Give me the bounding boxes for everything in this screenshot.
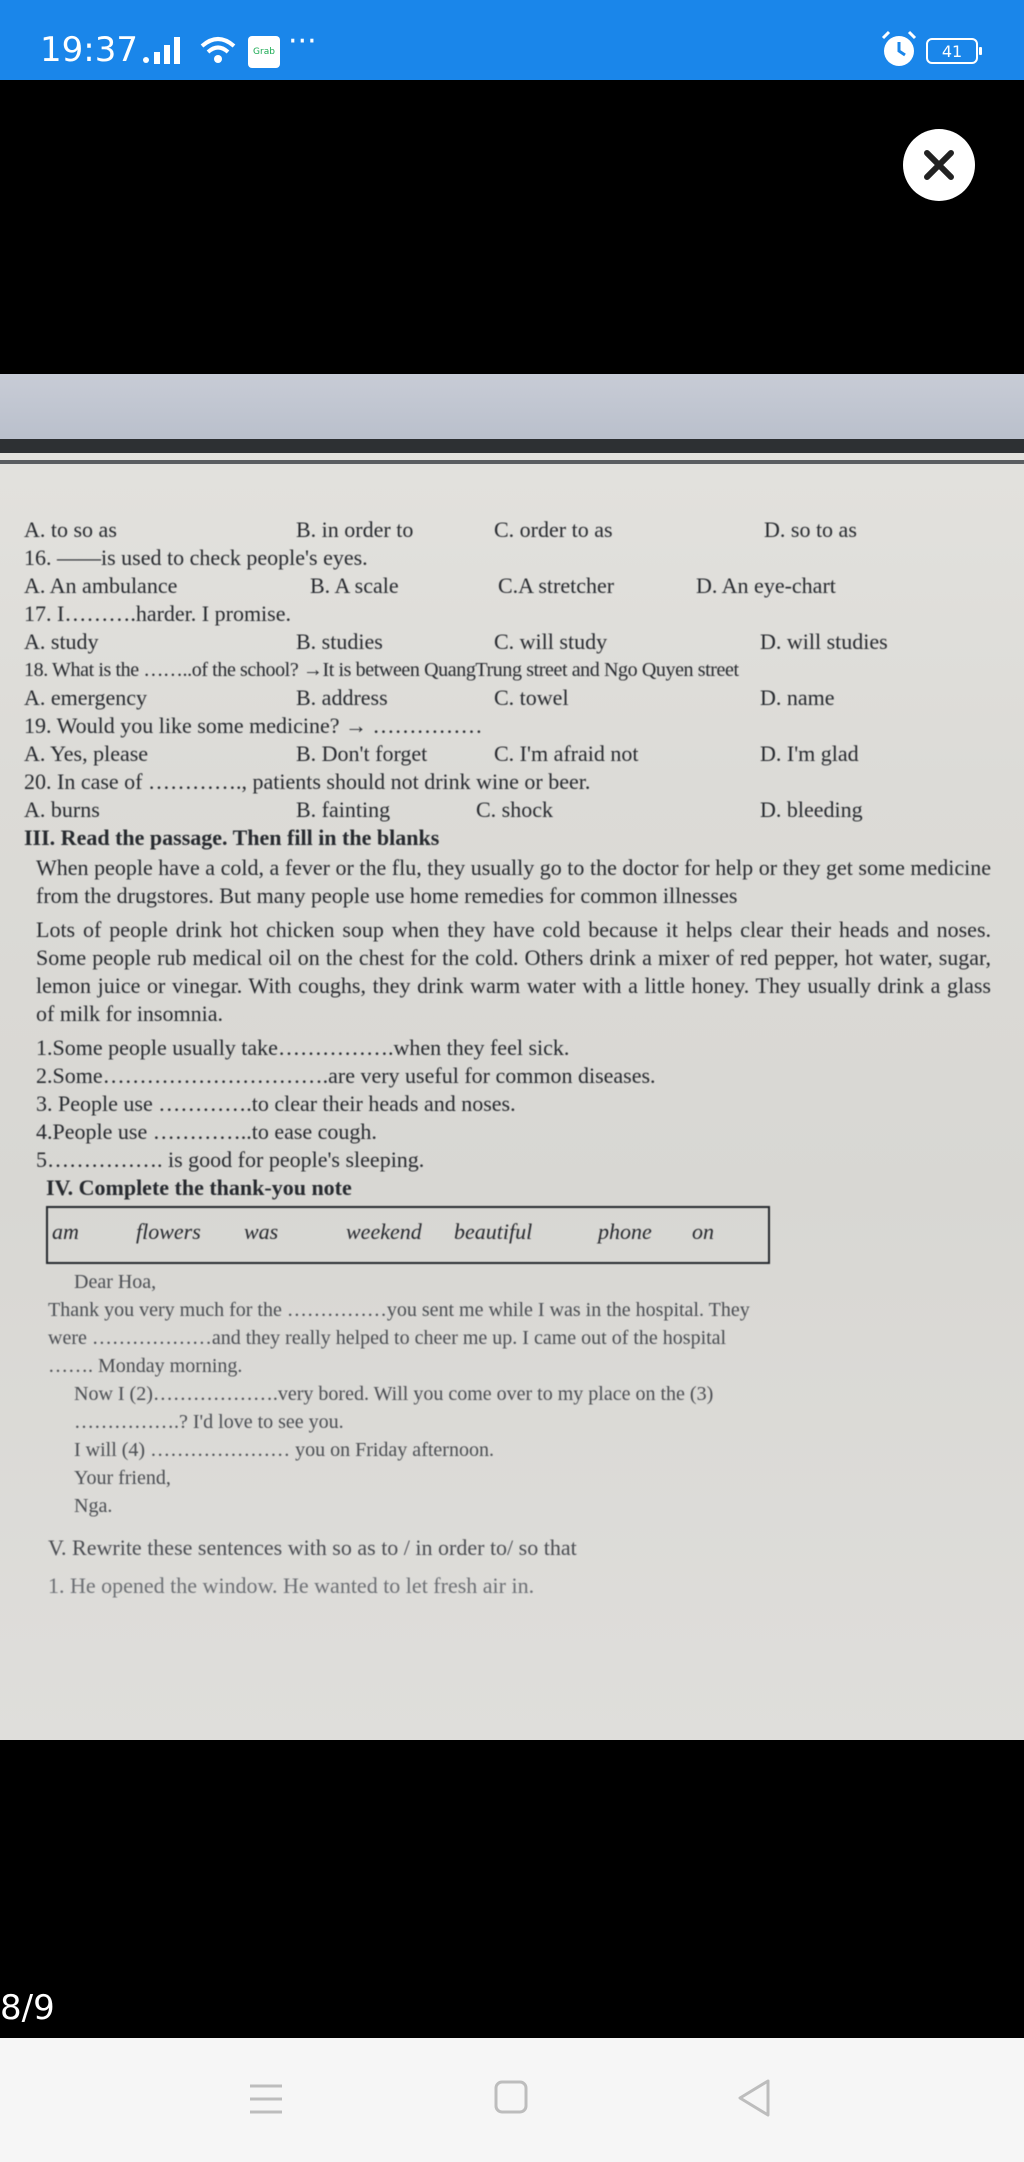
option-d: D. will studies (760, 629, 888, 654)
word: phone (598, 1219, 652, 1244)
option-d: D. bleeding (760, 797, 863, 822)
note-line (24, 1492, 1014, 1520)
status-bar (0, 0, 1024, 80)
worksheet-photo[interactable] (0, 374, 1024, 1740)
question-text: 16. ——is used to check people's eyes. (24, 545, 368, 570)
question-20 (24, 768, 1014, 796)
word: on (692, 1219, 714, 1244)
note-text: Your friend, (74, 1467, 171, 1489)
section-5-title (24, 1534, 1014, 1562)
option-c: C. shock (476, 797, 553, 822)
close-button[interactable] (903, 129, 975, 201)
section-title-text: IV. Complete the thank-you note (46, 1175, 352, 1200)
note-line (24, 1436, 1014, 1464)
blank-text: 4.People use …………..to ease cough. (36, 1119, 377, 1144)
question-19-options (24, 740, 1014, 768)
option-d: D. name (760, 685, 835, 710)
home-icon[interactable] (494, 2080, 528, 2114)
option-a: A. to so as (24, 517, 117, 542)
grab-app-icon: Grab (248, 36, 280, 68)
option-b: B. studies (296, 629, 383, 654)
menu-icon[interactable] (248, 2082, 284, 2116)
word: flowers (136, 1219, 201, 1244)
question-16-options (24, 572, 1014, 600)
blank-3 (24, 1090, 1014, 1118)
option-b: B. in order to (296, 517, 414, 542)
section-4-title (24, 1174, 1014, 1202)
word: am (52, 1219, 79, 1244)
option-b: B. A scale (310, 573, 399, 598)
option-d: D. I'm glad (760, 741, 859, 766)
note-line (24, 1408, 1014, 1436)
question-18 (24, 656, 1014, 684)
worksheet-text (24, 516, 1014, 1600)
close-icon (922, 148, 956, 182)
passage-paragraph-1: When people have a cold, a fever or the flu, they usually go to the doctor for help or they get some medicine from the drugstores. But many people use home remedies for common illnesses (36, 855, 991, 908)
note-text: I will (4) ………………… you on Friday afternoon. (74, 1439, 494, 1461)
rewrite-text: 1. He opened the window. He wanted to let fresh air in. (48, 1573, 535, 1598)
note-text: ……. Monday morning. (48, 1355, 243, 1377)
blank-4 (24, 1118, 1014, 1146)
note-line (24, 1352, 1014, 1380)
word: weekend (346, 1219, 422, 1244)
photo-dark-band (0, 439, 1024, 453)
option-a: A. Yes, please (24, 741, 149, 766)
blank-text: 1.Some people usually take…………….when they feel sick. (36, 1035, 570, 1060)
photo-screen-edge (0, 374, 1024, 442)
option-a: A. burns (24, 797, 100, 822)
alarm-icon (880, 30, 918, 68)
note-line (24, 1268, 1014, 1296)
note-line (24, 1380, 1014, 1408)
question-text: 20. In case of …………., patients should not drink wine or beer. (24, 769, 591, 794)
question-text: 17. I……….harder. I promise. (24, 601, 291, 626)
blank-2 (24, 1062, 1014, 1090)
blank-text: 5……………. is good for people's sleeping. (36, 1147, 425, 1172)
note-line (24, 1324, 1014, 1352)
photo-dark-band-thin (0, 460, 1024, 464)
option-b: B. address (296, 685, 388, 710)
battery-icon: 41 (926, 38, 978, 64)
back-icon[interactable] (736, 2078, 772, 2118)
option-d: D. so to as (764, 517, 857, 542)
option-b: B. Don't forget (296, 741, 428, 766)
blank-5 (24, 1146, 1014, 1174)
blank-text: 3. People use ………….to clear their heads and noses. (36, 1091, 516, 1116)
question-19 (24, 712, 1014, 740)
navigation-bar (0, 2038, 1024, 2162)
section-3-title (24, 824, 1014, 852)
option-c: C.A stretcher (498, 573, 615, 598)
question-18-options (24, 684, 1014, 712)
note-text: Thank you very much for the ……………you sent me while I was in the hospital. They (48, 1299, 750, 1321)
note-line (24, 1464, 1014, 1492)
question-17 (24, 600, 1014, 628)
note-text: were ………………and they really helped to cheer me up. I came out of the hospital (48, 1327, 727, 1349)
section-title-text: III. Read the passage. Then fill in the blanks (24, 825, 440, 850)
option-a: A. emergency (24, 685, 147, 710)
option-a: A. study (24, 629, 99, 654)
question-text: 19. Would you like some medicine? → …………… (24, 713, 483, 738)
passage-paragraph-2: Lots of people drink hot chicken soup when they have cold because it helps clear their heads and noses. Some people rub medical oil on the chest for the cold. Others drink a mixer of red pepper, hot water, sugar, lemon juice or vinegar. With coughs, they drink warm water with a little honey. They usually drink a glass of milk for insomnia. (36, 917, 991, 1026)
blank-text: 2.Some………………………….are very useful for common diseases. (36, 1063, 656, 1088)
option-a: A. An ambulance (24, 573, 178, 598)
question-20-options (24, 796, 1014, 824)
option-c: C. will study (494, 629, 608, 654)
word: beautiful (454, 1219, 533, 1244)
note-line (24, 1296, 1014, 1324)
status-time: 19:37 (40, 30, 138, 70)
question-text: 18. What is the ……..of the school? →It is between QuangTrung street and Ngo Quyen street (24, 659, 739, 681)
option-c: C. towel (494, 685, 569, 710)
option-d: D. An eye-chart (696, 573, 836, 598)
option-b: B. fainting (296, 797, 391, 822)
note-text: Now I (2)……………….very bored. Will you come over to my place on the (3) (74, 1383, 714, 1405)
note-text: …………….? I'd love to see you. (74, 1411, 344, 1433)
wifi-icon (198, 34, 238, 66)
question-17-options (24, 628, 1014, 656)
question-16 (24, 544, 1014, 572)
rewrite-sentence-1 (24, 1572, 1014, 1600)
section-title-text: V. Rewrite these sentences with so as to / in order to/ so that (48, 1535, 577, 1560)
signal-icon (143, 36, 187, 64)
option-c: C. order to as (494, 517, 613, 542)
word: was (244, 1219, 279, 1244)
option-c: C. I'm afraid not (494, 741, 639, 766)
blank-1 (24, 1034, 1014, 1062)
more-notifications-icon: ··· (288, 24, 317, 59)
note-text: Dear Hoa, (74, 1271, 157, 1293)
word-box (46, 1206, 770, 1264)
question-15-options (24, 516, 1014, 544)
thank-you-note (24, 1268, 1014, 1520)
note-text: Nga. (74, 1495, 113, 1517)
page-counter: 8/9 (0, 1988, 55, 2028)
